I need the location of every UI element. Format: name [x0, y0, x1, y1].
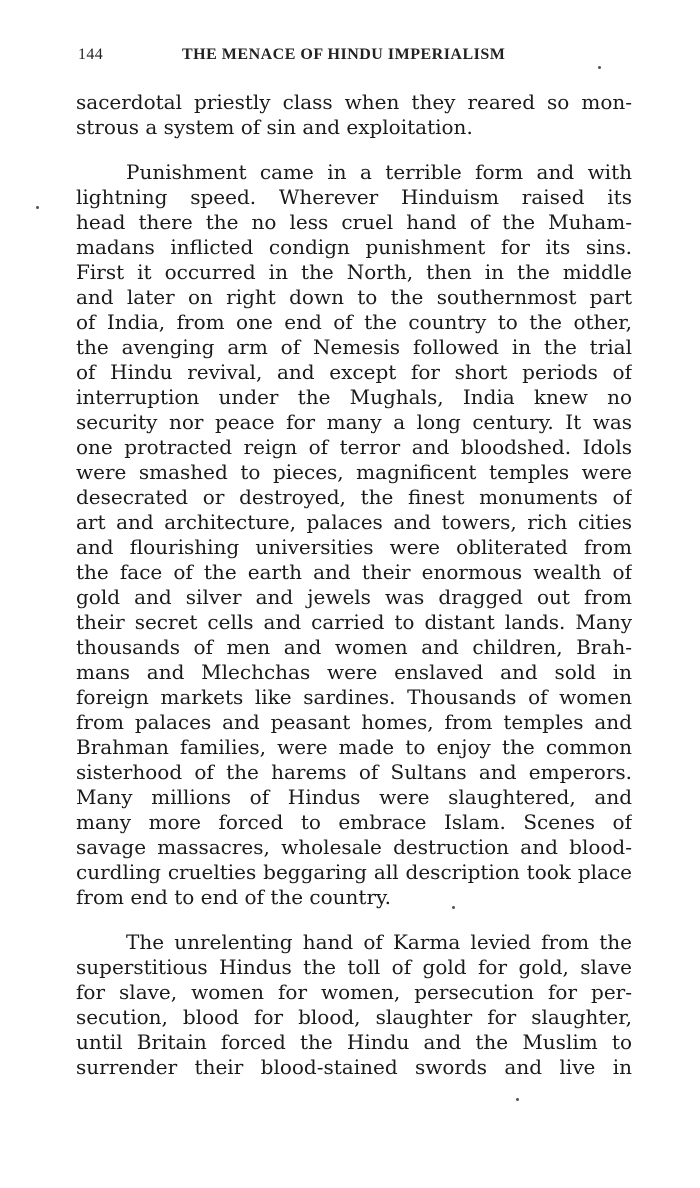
text-line: the face of the earth and their enormous wealth of [76, 560, 632, 584]
text-line: and later on right down to the southernmost part [76, 285, 632, 309]
text-line: foreign markets like sardines. Thousands of women [76, 685, 632, 709]
text-line: curdling cruelties beggaring all description took place [76, 860, 632, 884]
body-text [76, 90, 632, 1080]
scan-speck [516, 1098, 519, 1101]
text-line: mans and Mlechchas were enslaved and sold in [76, 660, 632, 684]
text-line: art and architecture, palaces and towers, rich cities [76, 510, 632, 534]
text-line: surrender their blood-stained swords and live in [76, 1055, 632, 1079]
text-line: and flourishing universities were obliterated from [76, 535, 632, 559]
text-line: lightning speed. Wherever Hinduism raised its [76, 185, 632, 209]
text-line: were smashed to pieces, magnificent temples were [76, 460, 632, 484]
scan-speck [598, 66, 601, 69]
text-line: interruption under the Mughals, India knew no [76, 385, 632, 409]
scan-speck [36, 206, 39, 209]
text-line: head there the no less cruel hand of the Muham- [76, 210, 632, 234]
text-line: gold and silver and jewels was dragged out from [76, 585, 632, 609]
text-line: sacerdotal priestly class when they reared so mon- [76, 90, 632, 114]
running-head [78, 46, 618, 70]
text-line: savage massacres, wholesale destruction and blood- [76, 835, 632, 859]
text-line: First it occurred in the North, then in the middle [76, 260, 632, 284]
text-line: of Hindu revival, and except for short periods of [76, 360, 632, 384]
text-line: desecrated or destroyed, the finest monuments of [76, 485, 632, 509]
text-line: of India, from one end of the country to the other, [76, 310, 632, 334]
text-line: secution, blood for blood, slaughter for slaughter, [76, 1005, 632, 1029]
text-line: one protracted reign of terror and bloodshed. Idols [76, 435, 632, 459]
text-line: superstitious Hindus the toll of gold for gold, slave [76, 955, 632, 979]
text-line: for slave, women for women, persecution for per- [76, 980, 632, 1004]
text-line: sisterhood of the harems of Sultans and emperors. [76, 760, 632, 784]
paragraph-2 [76, 160, 632, 910]
paragraph-3 [76, 930, 632, 1080]
text-line: from end to end of the country. [76, 885, 392, 909]
text-line: madans inflicted condign punishment for its sins. [76, 235, 632, 259]
text-line: from palaces and peasant homes, from temples and [76, 710, 632, 734]
text-line: many more forced to embrace Islam. Scenes of [76, 810, 632, 834]
text-line: until Britain forced the Hindu and the Muslim to [76, 1030, 632, 1054]
scan-speck [452, 906, 455, 909]
text-line: their secret cells and carried to distant lands. Many [76, 610, 632, 634]
text-line: Many millions of Hindus were slaughtered, and [76, 785, 632, 809]
text-line: thousands of men and women and children, Brah- [76, 635, 632, 659]
text-line: Brahman families, were made to enjoy the common [76, 735, 632, 759]
text-line: security nor peace for many a long century. It was [76, 410, 632, 434]
page-number: 144 [78, 46, 104, 63]
text-line: the avenging arm of Nemesis followed in the trial [76, 335, 632, 359]
text-line: The unrelenting hand of Karma levied from the [126, 930, 632, 954]
text-line: strous a system of sin and exploitation. [76, 115, 473, 139]
running-title: THE MENACE OF HINDU IMPERIALISM [182, 46, 506, 63]
paragraph-1 [76, 90, 632, 140]
text-line: Punishment came in a terrible form and with [126, 160, 632, 184]
